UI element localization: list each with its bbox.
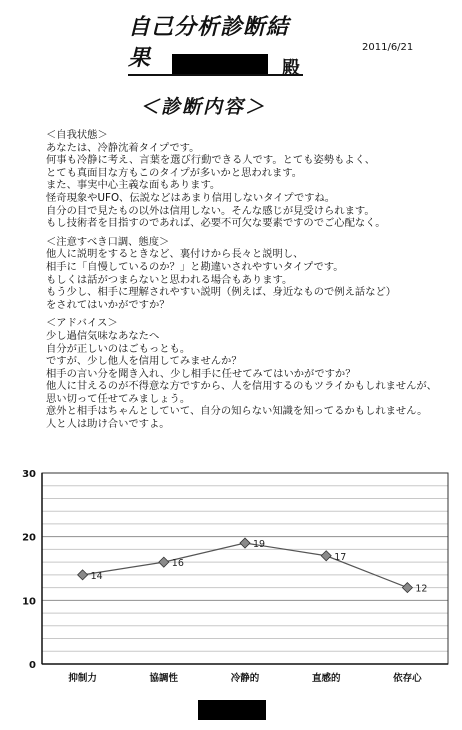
data-label: 12 [415, 583, 428, 595]
honorific: 殿 [282, 58, 300, 79]
data-label: 14 [90, 570, 103, 582]
redacted-footer [198, 700, 266, 720]
y-tick-label: 20 [22, 532, 36, 544]
section-heading: ＜自我状態＞ [46, 129, 108, 141]
section-heading: ＜注意すべき口調、態度＞ [46, 235, 170, 248]
data-label: 16 [171, 558, 184, 570]
text-line: 少し過信気味なあなたへ [46, 329, 160, 342]
text-line: 他人に説明をするときなど、裏付けから長々と説明し、 [46, 248, 304, 261]
score-line-chart [0, 462, 462, 694]
text-line: 思い切って任せてみましょう。 [46, 392, 191, 405]
redacted-name [172, 54, 268, 74]
x-tick-label: 直感的 [311, 673, 341, 684]
text-line: 自分が正しいのはごもっとも。 [46, 342, 191, 355]
text-line: もう少し、相手に理解されやすい説明（例えば、身近なもので例え話など） [46, 286, 397, 299]
text-line: ですが、少し他人を信用してみませんか？ [46, 355, 242, 368]
text-line: 怪奇現象やUFO、伝説などはあまり信用しないタイプですね。 [46, 191, 336, 204]
text-line: 相手の言い分を聞き入れ、少し相手に任せてみてはいかがですか？ [46, 367, 356, 380]
text-line: をされてはいかがですか？ [46, 298, 170, 311]
text-line: 人と人は助け合いですよ。 [46, 418, 170, 431]
text-line: 自分の目で見たもの以外は信用しない。そんな感じが見受けられます。 [46, 204, 375, 217]
x-tick-label: 依存心 [393, 673, 422, 684]
y-tick-label: 10 [22, 596, 36, 608]
x-tick-label: 抑制力 [68, 673, 97, 684]
data-point [402, 583, 412, 593]
x-tick-label: 協調性 [149, 673, 179, 684]
text-line: 何事も冷静に考え、言葉を選び行動できる人です。とても姿勢もよく、 [46, 154, 376, 167]
page-title: 自己分析診断結果 [128, 10, 303, 76]
section-ego-state [46, 129, 456, 230]
text-line: もしくは話がつまらないと思われる場合もあります。 [46, 273, 293, 286]
data-label: 19 [253, 539, 266, 551]
report-date: 2011/6/21 [362, 42, 414, 53]
section-heading: ＜アドバイス＞ [46, 317, 118, 330]
text-line: 意外と相手はちゃんとしていて、自分の知らない知識を知ってるかもしれません。 [46, 405, 428, 418]
text-line: あなたは、冷静沈着タイプです。 [46, 141, 200, 154]
plot-border [42, 473, 448, 664]
text-line: また、事実中心主義な面もあります。 [46, 179, 221, 192]
text-line: とても真面目な方もこのタイプが多いかと思われます。 [46, 166, 303, 179]
text-line: もし技術者を目指すのであれば、必要不可欠な要素ですのでご心配なく。 [46, 217, 386, 230]
text-line: 相手に「自慢しているのか？」と勘違いされやすいタイプです。 [46, 260, 344, 273]
section-caution [46, 236, 456, 312]
data-label: 17 [334, 551, 347, 563]
data-point [159, 557, 169, 567]
data-point [321, 551, 331, 561]
data-point [240, 538, 250, 548]
y-tick-label: 30 [22, 469, 36, 480]
x-tick-label: 冷静的 [230, 673, 260, 684]
section-subtitle: ＜診断内容＞ [140, 96, 267, 118]
data-point [78, 570, 88, 580]
section-advice [46, 317, 456, 430]
score-chart [0, 462, 462, 694]
y-tick-label: 0 [29, 660, 36, 671]
text-line: 他人に甘えるのが不得意な方ですから、人を信用するのもツライかもしれませんが、 [46, 380, 437, 393]
diagnosis-content [46, 129, 456, 437]
